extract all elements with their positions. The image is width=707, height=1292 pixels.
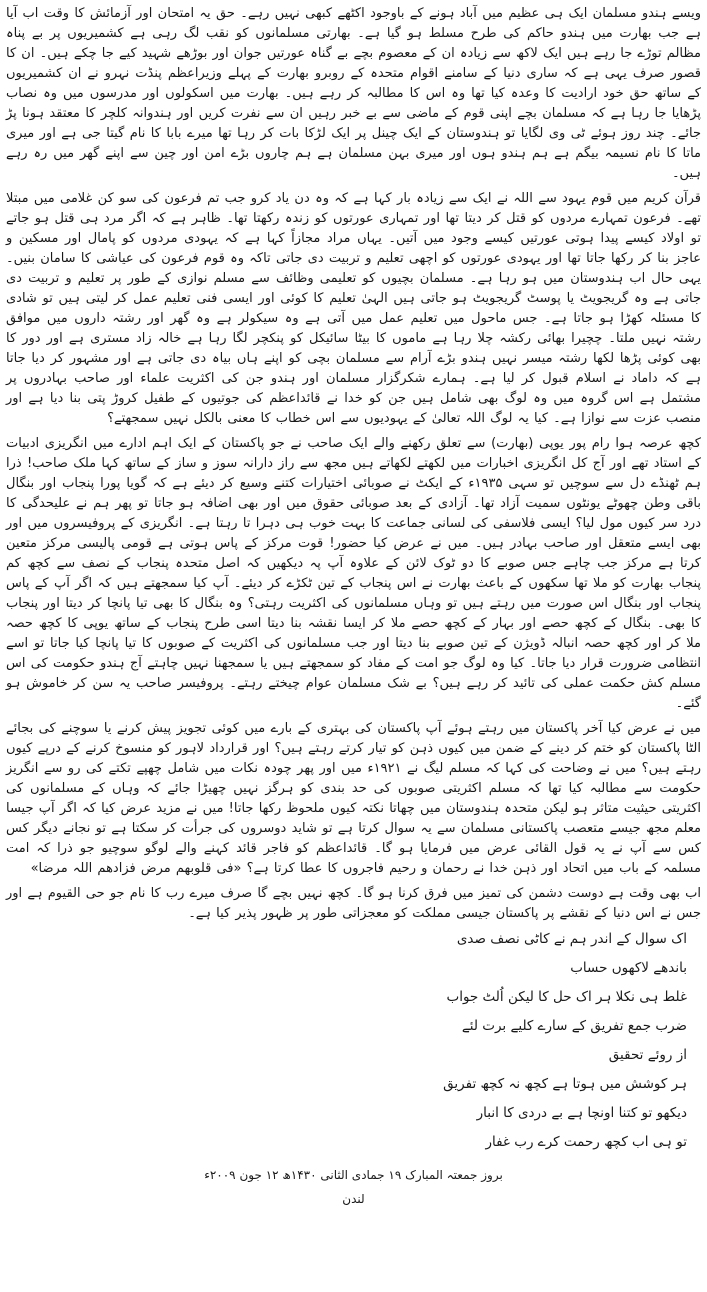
poem-line: اک سوال کے اندر ہم نے کاٹی نصف صدی bbox=[456, 931, 687, 947]
article-paragraph: میں نے عرض کیا آخر پاکستان میں رہتے ہوئے آپ پاکستان کی بہتری کے بارے میں کوئی تجویز پیش کرنے یا سوچنے کی بجائے الٹا پاکستان کو ختم کر دینے کے ضمن میں کیوں ذہن کو تیار کرتے رہتے ہیں؟ اور قرارداد لاہور کو منسوخ کرنے کے درپے کیوں رہتے ہیں؟ میں نے وضاحت کی کہا کہ مسلم لیگ نے ۱۹۲۱ء میں اور پھر چودہ نکات میں شامل چھپے تکتے کی رو سے انگریز حکومت سے مطالبہ کیا تھا کہ مسلم اکثریتی صوبوں کی حد بندی کو ہرگز نہیں چھیڑا جائے کہ وہاں کے مسلمانوں کی اکثریتی حیثیت متاثر ہو لیکن متحدہ ہندوستان میں چھاتا نکتہ کیوں ملحوظ رکھا جاتا! میں نے مزید عرض کیا کہ اگر آپ جیسا معلم مجھ جیسے متعصب پاکستانی مسلمان سے یہ سوال کرتا ہے تو شاید دوسروں کی جرأت کر سکتا ہے تو نجانے دیگر کس کس سے آپ نے یہ قول القائی عرض میں فرمایا ہو گا۔ قائداعظم کو فاجر قائد کہنے والے لوگو سوچیو جو ذرا کہ امت مسلمہ کے باب میں اتحاد اور ذہن خدا نے رحمان و رحیم فاجروں کا عطا کرتا ہے؟ «فی قلوبھم مرض فزادھم اللہ مرضا» bbox=[6, 721, 701, 876]
poem bbox=[6, 929, 701, 1152]
dateline: بروز جمعتہ المبارک ۱۹ جمادی الثانی ۱۴۳۰ھ ۱۲ جون ۲۰۰۹ء bbox=[204, 1168, 503, 1182]
place-name: لندن bbox=[342, 1192, 365, 1206]
article-paragraph: اب بھی وقت ہے دوست دشمن کی تمیز میں فرق کرنا ہو گا۔ کچھ نہیں بچے گا صرف میرے رب کا نام جو حی القیوم ہے اور جس نے اس دنیا کے نقشے پر پاکستان جیسی مملکت کو معجزاتی طور پر ظہور پذیر کیا ہے۔ bbox=[6, 886, 701, 921]
poem-line: غلط ہی نکلا ہر اک حل کا لیکن اُلٹ جواب bbox=[446, 989, 687, 1005]
article-paragraph: قرآن کریم میں قوم یہود سے اللہ نے ایک سے زیادہ بار کہا ہے کہ وہ دن یاد کرو جب تم فرعون کی سو کن غلامی میں مبتلا تھے۔ فرعون تمہارے مردوں کو قتل کر دیتا تھا اور تمہاری عورتوں کو زندہ رکھتا تھا۔ ظاہر ہے کہ اگر مرد ہی قتل ہو جاتے تو اولاد کیسے پیدا ہوتی عورتیں کیسے وجود میں آتیں۔ یہاں مراد مجازاً کہا ہے کہ یہودی مردوں کو پامال اور مسکین و عاجز بنا کر رکھا جاتا تھا اور یہودی عورتوں کو اچھی تعلیم و تربیت دی جاتی تاکہ وہ قوم فرعون کی عیاشی کا سامان بنیں۔ یہی حال اب ہندوستان میں ہو رہا ہے۔ مسلمان بچیوں کو تعلیمی وظائف سے مسلم نوازی کے طور پر تعلیم و تربیت دی جاتی ہے وہ گریجویٹ یا پوسٹ گریجویٹ ہو جاتی ہیں الہیٰ تعلیم کا کوئی اور ایسی فنی تعلیم عمل کر لیتی ہیں تو شادی کا مسئلہ کھڑا ہو جاتا ہے۔ جس ماحول میں تعلیم عمل میں آتی ہے وہ سیکولر ہے وہ گھر اور رشتہ داروں میں موافق رشتہ نہیں ملتا۔ چچیرا بھائی رکشہ چلا رہا ہے ماموں کا بیٹا سائیکل کو پنکچر لگا رہا ہے خالہ زاد مستری ہے اور دور کا بھی کوئی پڑھا لکھا رشتہ میسر نہیں ہندو بڑے آرام سے مسلمان بچی کو اپنے ہاں بیاہ دی جاتی ہے اور مشہور کر دیا جاتا ہے کہ داماد نے اسلام قبول کر لیا ہے۔ ہمارے شکرگزار مسلمان اور ہندو جن کی اکثریت علماء اور صاحب بہادروں پر مشتمل ہے اس گروہ میں وہ لوگ بھی شامل ہیں جن کو خدا نے قائداعظم کی جوتیوں کے طفیل کروڑ پتی بنا دیا ہے اور منصب عزت سے نوازا ہے۔ کیا یہ لوگ اللہ تعالیٰ کے یہودیوں سے اس خطاب کا معنی بالکل نہیں سمجھتے؟ bbox=[6, 191, 701, 426]
article-paragraph: ویسے ہندو مسلمان ایک ہی عظیم میں آباد ہونے کے باوجود اکٹھے کبھی نہیں رہے۔ حق یہ امتحان اور آزمائش کا وقت اب آیا ہے جب بھارت میں ہندو حاکم کی طرح مسلط ہو گیا ہے۔ بھارتی مسلمانوں کو نقب لگ رہی ہے کشمیریوں پر بے پناہ مظالم توڑے جا رہے ہیں ایک لاکھ سے زیادہ ان کے معصوم بچے بے گناہ عورتیں جوان اور بوڑھے شہید کیے جا چکے ہیں۔ ان کا قصور صرف یہی ہے کہ ساری دنیا کے سامنے اقوام متحدہ کے روبرو بھارت کے پہلے وزیراعظم پنڈت نہرو نے ان کشمیریوں کے ساتھ حق خود ارادیت کا وعدہ کیا تھا وہ اس کا مطالبہ کر رہے ہیں۔ بھارت میں اسکولوں اور مدرسوں میں وہ نصاب پڑھایا جا رہا ہے کہ مسلمان بچے اپنی قوم کے ماضی سے بے خبر رہیں ان سے نفرت کریں اور ہندوانہ کلچر کا معتقد ہونا پڑ جائے۔ چند روز ہوئے ٹی وی لگایا تو ہندوستان کے ایک چینل پر ایک لڑکا بات کر رہا تھا میرے بابا کا نام گیتا جی ہے اور میری ماتا کا نام نسیمہ بیگم ہے ہم ہندو ہوں اور میری بہن مسلمان ہے ہم چاروں بڑے امن اور چین سے اپنے گھر میں رہ رہے ہیں۔ bbox=[6, 6, 701, 181]
article-body bbox=[6, 4, 701, 924]
poem-line: از روئے تحقیق bbox=[608, 1047, 687, 1063]
poem-line: ہر کوشش میں ہوتا ہے کچھ نہ کچھ تفریق bbox=[443, 1076, 687, 1092]
poem-line: دیکھو تو کتنا اونچا ہے بے دردی کا انبار bbox=[476, 1105, 687, 1121]
poem-line: تو ہی اب کچھ رحمت کرے رب غفار bbox=[485, 1134, 687, 1150]
article-paragraph: کچھ عرصہ ہوا رام پور یوپی (بھارت) سے تعلق رکھنے والے ایک صاحب نے جو پاکستان کے ایک اہم ادارے میں انگریزی ادبیات کے استاد تھے اور آج کل انگریزی اخبارات میں لکھتے لکھاتے ہیں مجھ سے راز دارانہ سوز و ساز کے ساتھ کہا ملک صاحب! ذرا ہم ٹھنڈے دل سے سوچیں تو سہی ۱۹۳۵ء کے ایکٹ نے صوبائی اختیارات کتنے وسیع کر دیئے ہے کہ گویا پورا پنجاب اور بنگال باقی وطن چھوٹے یونٹوں سمیت آزاد تھا۔ آزادی کے بعد صوبائی حقوق میں اور بھی اضافہ ہو جاتا تو پھر ہم نے علیحدگی کا درد سر کیوں مول لیا؟ ایسی فلاسفی کی لسانی جماعت کا بہت خوب ہی دہرا تا رہتا ہے۔ انگریزی کے پروفیسروں میں اور بھی ایسے متعقل اور صاحب بہادر ہیں۔ میں نے عرض کیا حضور! قوت مرکز کے پاس ہوتی ہے قومی پالیسی مرکز متعین کرتا ہے مرکز جب چاہے جس صوبے کا دو ٹوک لائن کے علاوہ آپ پہ دیکھیں کہ اصل متحدہ پنجاب کے نصف سے کچھ کم پنجاب بھارت کو ملا تھا سکھوں کے باعث بھارت نے اس پنجاب کے تین ٹکڑے کر دیئے۔ آپ کیا سمجھتے ہیں کہ اگر آپ کے پاس پنجاب اور بنگال اس صورت میں رہتے ہیں تو وہاں مسلمانوں کی اکثریت رہتی؟ وہ بنگال کا بھی تیا پانچا کر دیتا اور پنجاب کا بھی۔ بنگال کے کچھ حصے اور بہار کے کچھ حصے ملا کر ایسا نقشہ بنا دیتا اسی طرح پنجاب کے ساتھ یوپی کا کچھ حصہ ملا کر اور کچھ حصہ انبالہ ڈویژن کے تین صوبے بنا دیتا اور جب مسلمانوں کی اکثریت کے صوبوں کا تیا پانچا کیا جاتا تو اسے انتظامی ضرورت قرار دیا جاتا۔ کیا وہ لوگ جو امت کے مفاد کو سمجھتے ہیں یا سمجھنا نہیں چاہتے آج ہندو حکومت کی اس مسلم کش حکمت عملی کی تائید کر رہے ہیں؟ بے شک مسلمان عوام چیختے رہتے۔ پروفیسر صاحب یہ سن کر خاموش ہو گئے۔ bbox=[6, 436, 701, 711]
poem-line: ضرب جمع تفریق کے سارے کلیے برت لئے bbox=[461, 1018, 687, 1034]
poem-line: باندھے لاکھوں حساب bbox=[570, 960, 687, 976]
